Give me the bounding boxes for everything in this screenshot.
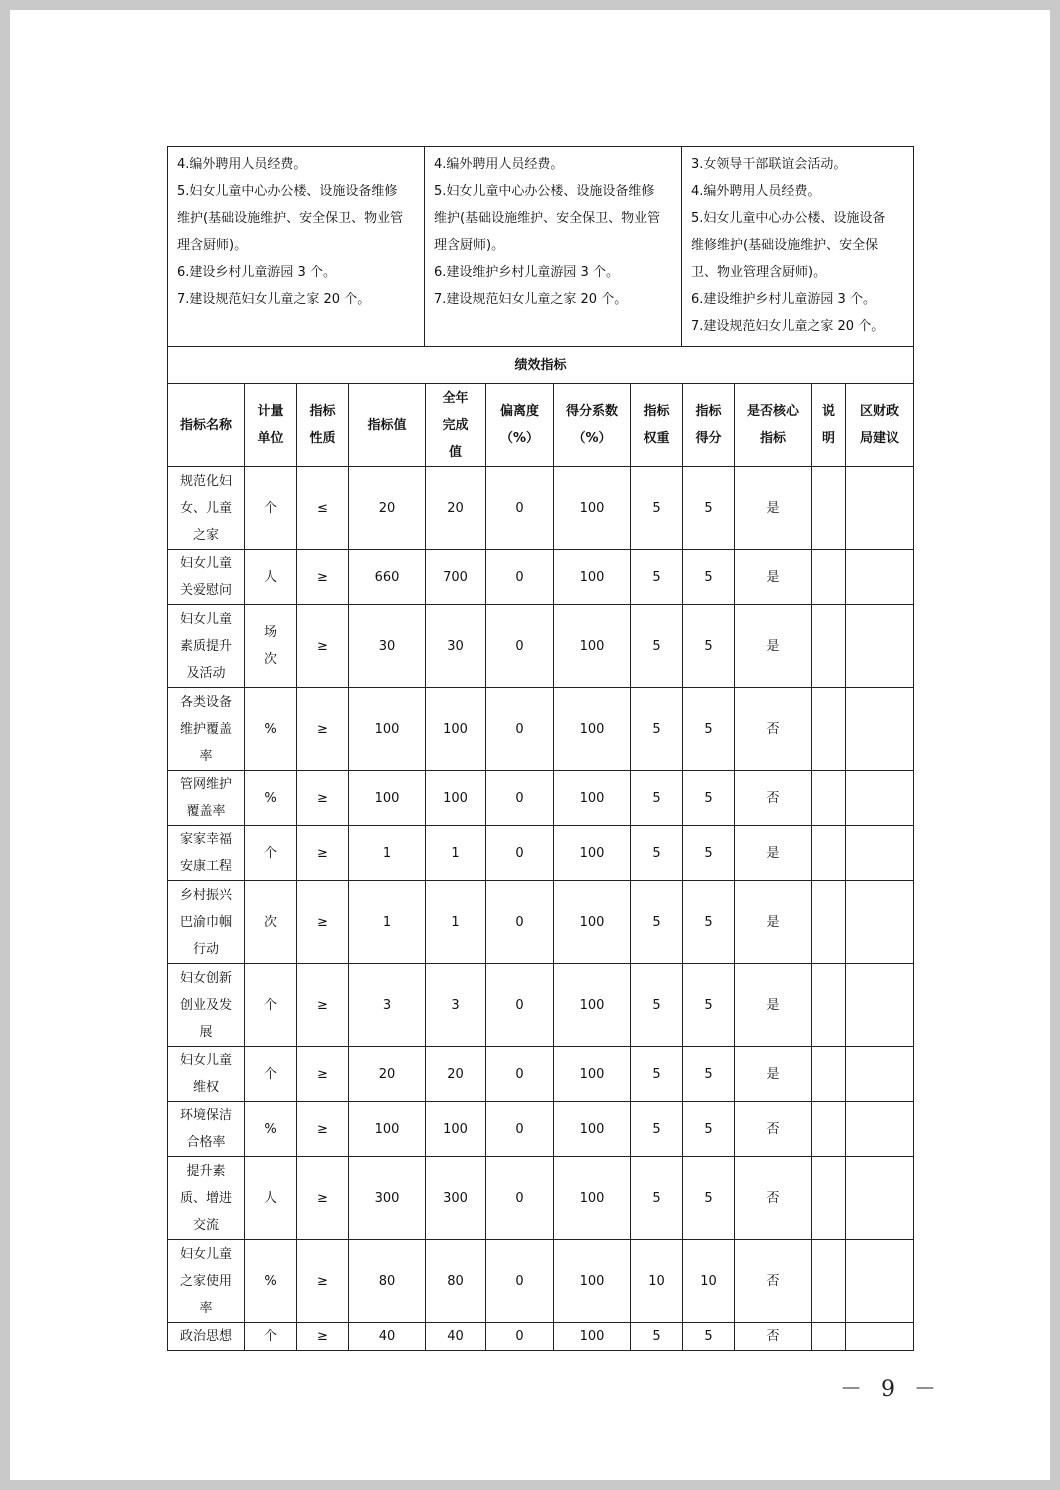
- note-cell: [812, 964, 846, 1047]
- weight-cell: 5: [631, 1323, 683, 1351]
- header-line: 指标值: [367, 417, 407, 433]
- indicator-name-line: 妇女儿童: [179, 611, 232, 627]
- header-score: [683, 384, 735, 467]
- finance-advice-cell: [846, 964, 914, 1047]
- plan-cell-line: 6.建设维护乡村儿童游园 3 个。: [691, 292, 876, 307]
- unit-cell: [245, 467, 297, 550]
- indicator-name-line: 女、儿童: [179, 500, 232, 516]
- deviation-cell: 0: [486, 605, 554, 688]
- actual-value-cell: 20: [426, 1047, 486, 1102]
- header-line: 偏离度: [499, 404, 539, 419]
- plan-cell-2: [425, 147, 682, 347]
- score-coefficient-cell: 100: [554, 1102, 631, 1157]
- indicator-name-line: 合格率: [186, 1135, 226, 1150]
- table-row: [168, 826, 914, 881]
- unit-cell: [245, 1323, 297, 1351]
- core-indicator-cell: 是: [735, 964, 812, 1047]
- nature-cell: ≥: [297, 1047, 349, 1102]
- target-value-cell: 1: [349, 881, 426, 964]
- indicator-name-line: 之家使用: [179, 1273, 232, 1289]
- note-cell: [812, 826, 846, 881]
- nature-cell: ≥: [297, 605, 349, 688]
- page-number: － 9 －: [840, 1377, 942, 1402]
- unit-line: 个: [263, 500, 277, 516]
- plan-cell-1: [168, 147, 425, 347]
- score-coefficient-cell: 100: [554, 1323, 631, 1351]
- indicator-name-line: 之家: [192, 527, 219, 543]
- plan-cell-line: 6.建设维护乡村儿童游园 3 个。: [434, 265, 619, 280]
- plan-cell-line: 理含厨师)。: [434, 238, 505, 253]
- nature-cell: ≥: [297, 964, 349, 1047]
- indicator-name-line: 交流: [192, 1217, 219, 1233]
- header-line: 指标: [695, 404, 722, 419]
- finance-advice-cell: [846, 1323, 914, 1351]
- deviation-cell: 0: [486, 771, 554, 826]
- indicator-name-line: 关爱慰问: [179, 583, 232, 598]
- plan-cell-line: 4.编外聘用人员经费。: [691, 184, 821, 199]
- table-row: [168, 1047, 914, 1102]
- indicator-name-line: 率: [199, 748, 213, 764]
- header-line: 指标: [309, 404, 336, 419]
- table-row: [168, 1102, 914, 1157]
- indicator-name-line: 各类设备: [179, 694, 232, 710]
- unit-line: %: [264, 790, 277, 806]
- score-cell: 5: [683, 1102, 735, 1157]
- plan-cell-line: 7.建设规范妇女儿童之家 20 个。: [434, 292, 628, 307]
- unit-line: %: [264, 1121, 277, 1137]
- nature-cell: ≤: [297, 467, 349, 550]
- target-value-cell: 3: [349, 964, 426, 1047]
- actual-value-cell: 700: [426, 550, 486, 605]
- nature-cell: ≥: [297, 771, 349, 826]
- deviation-cell: 0: [486, 467, 554, 550]
- core-indicator-cell: 否: [735, 771, 812, 826]
- actual-value-cell: 3: [426, 964, 486, 1047]
- plan-cell-line: 5.妇女儿童中心办公楼、设施设备维修: [177, 184, 398, 199]
- deviation-cell: 0: [486, 1102, 554, 1157]
- target-value-cell: 20: [349, 1047, 426, 1102]
- weight-cell: 5: [631, 688, 683, 771]
- header-score-coefficient: [554, 384, 631, 467]
- nature-cell: ≥: [297, 1102, 349, 1157]
- section-title-row: [168, 347, 914, 384]
- target-value-cell: 40: [349, 1323, 426, 1351]
- header-indicator-name: [168, 384, 245, 467]
- actual-value-cell: 1: [426, 826, 486, 881]
- indicator-name-cell: [168, 1047, 245, 1102]
- indicator-name-line: 乡村振兴: [179, 887, 232, 903]
- indicator-name-cell: [168, 1323, 245, 1351]
- indicator-name-line: 妇女儿童: [179, 556, 232, 571]
- indicator-name-line: 率: [199, 1300, 213, 1316]
- weight-cell: 5: [631, 964, 683, 1047]
- finance-advice-cell: [846, 1047, 914, 1102]
- table-row: [168, 1240, 914, 1323]
- plan-cell-line: 4.编外聘用人员经费。: [177, 157, 307, 172]
- indicator-name-cell: [168, 826, 245, 881]
- actual-value-cell: 20: [426, 467, 486, 550]
- header-line: 性质: [309, 431, 336, 446]
- header-line: 是否核心: [746, 404, 799, 419]
- header-line: 区财政: [860, 404, 900, 419]
- actual-value-cell: 100: [426, 771, 486, 826]
- core-indicator-cell: 否: [735, 1240, 812, 1323]
- core-indicator-cell: 否: [735, 1323, 812, 1351]
- header-line: 计量: [257, 404, 284, 419]
- finance-advice-cell: [846, 550, 914, 605]
- unit-line: %: [264, 721, 277, 737]
- deviation-cell: 0: [486, 550, 554, 605]
- finance-advice-cell: [846, 688, 914, 771]
- plan-cell-line: 7.建设规范妇女儿童之家 20 个。: [691, 319, 885, 334]
- header-finance-advice: [846, 384, 914, 467]
- header-line: 指标名称: [179, 417, 232, 433]
- header-line: 得分系数: [565, 404, 618, 419]
- indicator-name-line: 管网维护: [179, 777, 232, 792]
- plan-cell-line: 5.妇女儿童中心办公楼、设施设备: [691, 211, 886, 226]
- unit-cell: [245, 1102, 297, 1157]
- unit-cell: [245, 688, 297, 771]
- header-line: 单位: [257, 431, 284, 446]
- plan-cell-line: 4.编外聘用人员经费。: [434, 157, 564, 172]
- indicator-name-line: 素质提升: [179, 638, 232, 654]
- table-row: [168, 688, 914, 771]
- indicator-name-line: 维权: [192, 1080, 219, 1095]
- indicator-name-cell: [168, 964, 245, 1047]
- indicator-name-cell: [168, 1157, 245, 1240]
- unit-cell: [245, 550, 297, 605]
- unit-line: %: [264, 1273, 277, 1289]
- score-coefficient-cell: 100: [554, 964, 631, 1047]
- deviation-cell: 0: [486, 688, 554, 771]
- indicator-name-line: 妇女儿童: [179, 1246, 232, 1262]
- indicator-name-line: 行动: [192, 941, 219, 957]
- header-unit: [245, 384, 297, 467]
- header-line: （%）: [572, 431, 612, 446]
- core-indicator-cell: 是: [735, 881, 812, 964]
- unit-line: 个: [263, 1329, 277, 1344]
- indicator-name-line: 巴渝巾帼: [179, 914, 232, 930]
- indicator-name-line: 提升素: [186, 1163, 226, 1179]
- table-row: [168, 881, 914, 964]
- unit-cell: [245, 1240, 297, 1323]
- finance-advice-cell: [846, 467, 914, 550]
- note-cell: [812, 688, 846, 771]
- core-indicator-cell: 否: [735, 1102, 812, 1157]
- indicator-name-line: 维护覆盖: [179, 721, 232, 737]
- target-value-cell: 100: [349, 1102, 426, 1157]
- score-cell: 5: [683, 771, 735, 826]
- finance-advice-cell: [846, 771, 914, 826]
- finance-advice-cell: [846, 1240, 914, 1323]
- deviation-cell: 0: [486, 1240, 554, 1323]
- nature-cell: ≥: [297, 881, 349, 964]
- note-cell: [812, 1102, 846, 1157]
- indicator-name-cell: [168, 550, 245, 605]
- header-target-value: [349, 384, 426, 467]
- score-coefficient-cell: 100: [554, 467, 631, 550]
- finance-advice-cell: [846, 1157, 914, 1240]
- indicator-name-line: 质、增进: [179, 1190, 232, 1206]
- actual-value-cell: 300: [426, 1157, 486, 1240]
- plan-cell-line: 6.建设乡村儿童游园 3 个。: [177, 265, 336, 280]
- deviation-cell: 0: [486, 881, 554, 964]
- actual-value-cell: 100: [426, 688, 486, 771]
- table-row: [168, 550, 914, 605]
- finance-advice-cell: [846, 826, 914, 881]
- actual-value-cell: 30: [426, 605, 486, 688]
- header-line: 明: [821, 431, 835, 446]
- score-coefficient-cell: 100: [554, 605, 631, 688]
- note-cell: [812, 771, 846, 826]
- weight-cell: 5: [631, 1102, 683, 1157]
- header-deviation: [486, 384, 554, 467]
- finance-advice-cell: [846, 881, 914, 964]
- unit-cell: [245, 826, 297, 881]
- score-coefficient-cell: 100: [554, 881, 631, 964]
- deviation-cell: 0: [486, 826, 554, 881]
- weight-cell: 5: [631, 826, 683, 881]
- header-note: [812, 384, 846, 467]
- header-line: 局建议: [860, 431, 900, 446]
- table-row: [168, 1323, 914, 1351]
- note-cell: [812, 1323, 846, 1351]
- target-value-cell: 300: [349, 1157, 426, 1240]
- score-cell: 10: [683, 1240, 735, 1323]
- header-line: 权重: [643, 431, 670, 446]
- indicator-name-line: 规范化妇: [179, 473, 232, 489]
- indicator-name-cell: [168, 605, 245, 688]
- core-indicator-cell: 是: [735, 550, 812, 605]
- unit-line: 次: [263, 914, 277, 930]
- unit-cell: [245, 881, 297, 964]
- core-indicator-cell: 是: [735, 467, 812, 550]
- score-coefficient-cell: 100: [554, 826, 631, 881]
- unit-line: 人: [263, 569, 277, 585]
- plan-content-row: [168, 147, 914, 347]
- weight-cell: 5: [631, 881, 683, 964]
- indicator-name-cell: [168, 467, 245, 550]
- header-line: 指标: [759, 431, 786, 446]
- note-cell: [812, 1047, 846, 1102]
- indicator-name-line: 政治思想: [179, 1329, 232, 1344]
- target-value-cell: 100: [349, 688, 426, 771]
- note-cell: [812, 1157, 846, 1240]
- note-cell: [812, 605, 846, 688]
- unit-cell: [245, 964, 297, 1047]
- score-coefficient-cell: 100: [554, 1157, 631, 1240]
- indicator-name-line: 家家幸福: [179, 832, 232, 847]
- target-value-cell: 100: [349, 771, 426, 826]
- header-line: （%）: [499, 431, 540, 446]
- weight-cell: 5: [631, 467, 683, 550]
- indicator-name-line: 及活动: [186, 665, 226, 681]
- header-nature: [297, 384, 349, 467]
- actual-value-cell: 80: [426, 1240, 486, 1323]
- indicator-name-cell: [168, 771, 245, 826]
- core-indicator-cell: 是: [735, 826, 812, 881]
- finance-advice-cell: [846, 605, 914, 688]
- table-row: [168, 771, 914, 826]
- document-page: [10, 10, 1050, 1480]
- score-cell: 5: [683, 826, 735, 881]
- indicator-name-line: 环境保洁: [179, 1108, 232, 1123]
- target-value-cell: 80: [349, 1240, 426, 1323]
- unit-line: 人: [263, 1190, 277, 1206]
- header-line: 得分: [695, 431, 722, 446]
- target-value-cell: 1: [349, 826, 426, 881]
- score-cell: 5: [683, 688, 735, 771]
- actual-value-cell: 100: [426, 1102, 486, 1157]
- core-indicator-cell: 是: [735, 605, 812, 688]
- plan-cell-line: 5.妇女儿童中心办公楼、设施设备维修: [434, 184, 655, 199]
- nature-cell: ≥: [297, 826, 349, 881]
- core-indicator-cell: 否: [735, 1157, 812, 1240]
- score-cell: 5: [683, 550, 735, 605]
- plan-content-table: [167, 146, 914, 347]
- score-coefficient-cell: 100: [554, 1047, 631, 1102]
- score-cell: 5: [683, 1157, 735, 1240]
- unit-cell: [245, 1047, 297, 1102]
- table-row: [168, 964, 914, 1047]
- plan-cell-line: 卫、物业管理含厨师)。: [691, 265, 827, 280]
- nature-cell: ≥: [297, 550, 349, 605]
- unit-line: 个: [263, 997, 277, 1013]
- score-coefficient-cell: 100: [554, 550, 631, 605]
- indicator-name-cell: [168, 1240, 245, 1323]
- unit-cell: [245, 1157, 297, 1240]
- note-cell: [812, 467, 846, 550]
- note-cell: [812, 550, 846, 605]
- header-line: 说: [821, 404, 835, 419]
- weight-cell: 10: [631, 1240, 683, 1323]
- performance-sheet: [167, 146, 913, 1351]
- indicator-name-line: 安康工程: [179, 859, 232, 874]
- deviation-cell: 0: [486, 1047, 554, 1102]
- table-row: [168, 1157, 914, 1240]
- deviation-cell: 0: [486, 1157, 554, 1240]
- header-line: 全年: [442, 390, 469, 406]
- note-cell: [812, 1240, 846, 1323]
- nature-cell: ≥: [297, 688, 349, 771]
- indicator-name-line: 创业及发: [179, 997, 232, 1013]
- weight-cell: 5: [631, 1157, 683, 1240]
- score-coefficient-cell: 100: [554, 1240, 631, 1323]
- nature-cell: ≥: [297, 1240, 349, 1323]
- indicator-name-cell: [168, 881, 245, 964]
- score-cell: 5: [683, 467, 735, 550]
- indicator-name-line: 妇女创新: [179, 970, 232, 986]
- score-coefficient-cell: 100: [554, 688, 631, 771]
- indicator-name-line: 妇女儿童: [179, 1053, 232, 1068]
- section-title: 绩效指标: [168, 347, 914, 384]
- weight-cell: 5: [631, 605, 683, 688]
- deviation-cell: 0: [486, 1323, 554, 1351]
- header-line: 指标: [643, 404, 670, 419]
- deviation-cell: 0: [486, 964, 554, 1047]
- plan-cell-line: 维修维护(基础设施维护、安全保: [691, 238, 879, 253]
- indicator-name-line: 展: [199, 1024, 213, 1040]
- plan-cell-line: 维护(基础设施维护、安全保卫、物业管: [434, 211, 661, 226]
- actual-value-cell: 1: [426, 881, 486, 964]
- target-value-cell: 660: [349, 550, 426, 605]
- score-cell: 5: [683, 1323, 735, 1351]
- header-line: 完成: [442, 417, 469, 433]
- plan-cell-line: 理含厨师)。: [177, 238, 248, 253]
- target-value-cell: 20: [349, 467, 426, 550]
- header-row: [168, 384, 914, 467]
- indicator-name-cell: [168, 1102, 245, 1157]
- header-core-indicator: [735, 384, 812, 467]
- header-line: 值: [448, 444, 462, 460]
- header-actual-value: [426, 384, 486, 467]
- core-indicator-cell: 否: [735, 688, 812, 771]
- score-cell: 5: [683, 605, 735, 688]
- target-value-cell: 30: [349, 605, 426, 688]
- header-weight: [631, 384, 683, 467]
- actual-value-cell: 40: [426, 1323, 486, 1351]
- unit-cell: [245, 605, 297, 688]
- weight-cell: 5: [631, 550, 683, 605]
- score-coefficient-cell: 100: [554, 771, 631, 826]
- indicator-name-line: 覆盖率: [186, 804, 226, 819]
- unit-line: 场: [263, 625, 277, 640]
- score-cell: 5: [683, 1047, 735, 1102]
- unit-line: 次: [263, 652, 277, 667]
- indicator-table: [167, 346, 914, 1351]
- weight-cell: 5: [631, 1047, 683, 1102]
- unit-line: 个: [263, 1066, 277, 1082]
- unit-line: 个: [263, 845, 277, 861]
- plan-cell-line: 3.女领导干部联谊会活动。: [691, 157, 847, 172]
- weight-cell: 5: [631, 771, 683, 826]
- plan-cell-line: 7.建设规范妇女儿童之家 20 个。: [177, 292, 371, 307]
- plan-cell-line: 维护(基础设施维护、安全保卫、物业管: [177, 211, 404, 226]
- nature-cell: ≥: [297, 1323, 349, 1351]
- unit-cell: [245, 771, 297, 826]
- nature-cell: ≥: [297, 1157, 349, 1240]
- score-cell: 5: [683, 881, 735, 964]
- indicator-name-cell: [168, 688, 245, 771]
- core-indicator-cell: 是: [735, 1047, 812, 1102]
- table-row: [168, 605, 914, 688]
- score-cell: 5: [683, 964, 735, 1047]
- note-cell: [812, 881, 846, 964]
- finance-advice-cell: [846, 1102, 914, 1157]
- table-row: [168, 467, 914, 550]
- plan-cell-3: [682, 147, 914, 347]
